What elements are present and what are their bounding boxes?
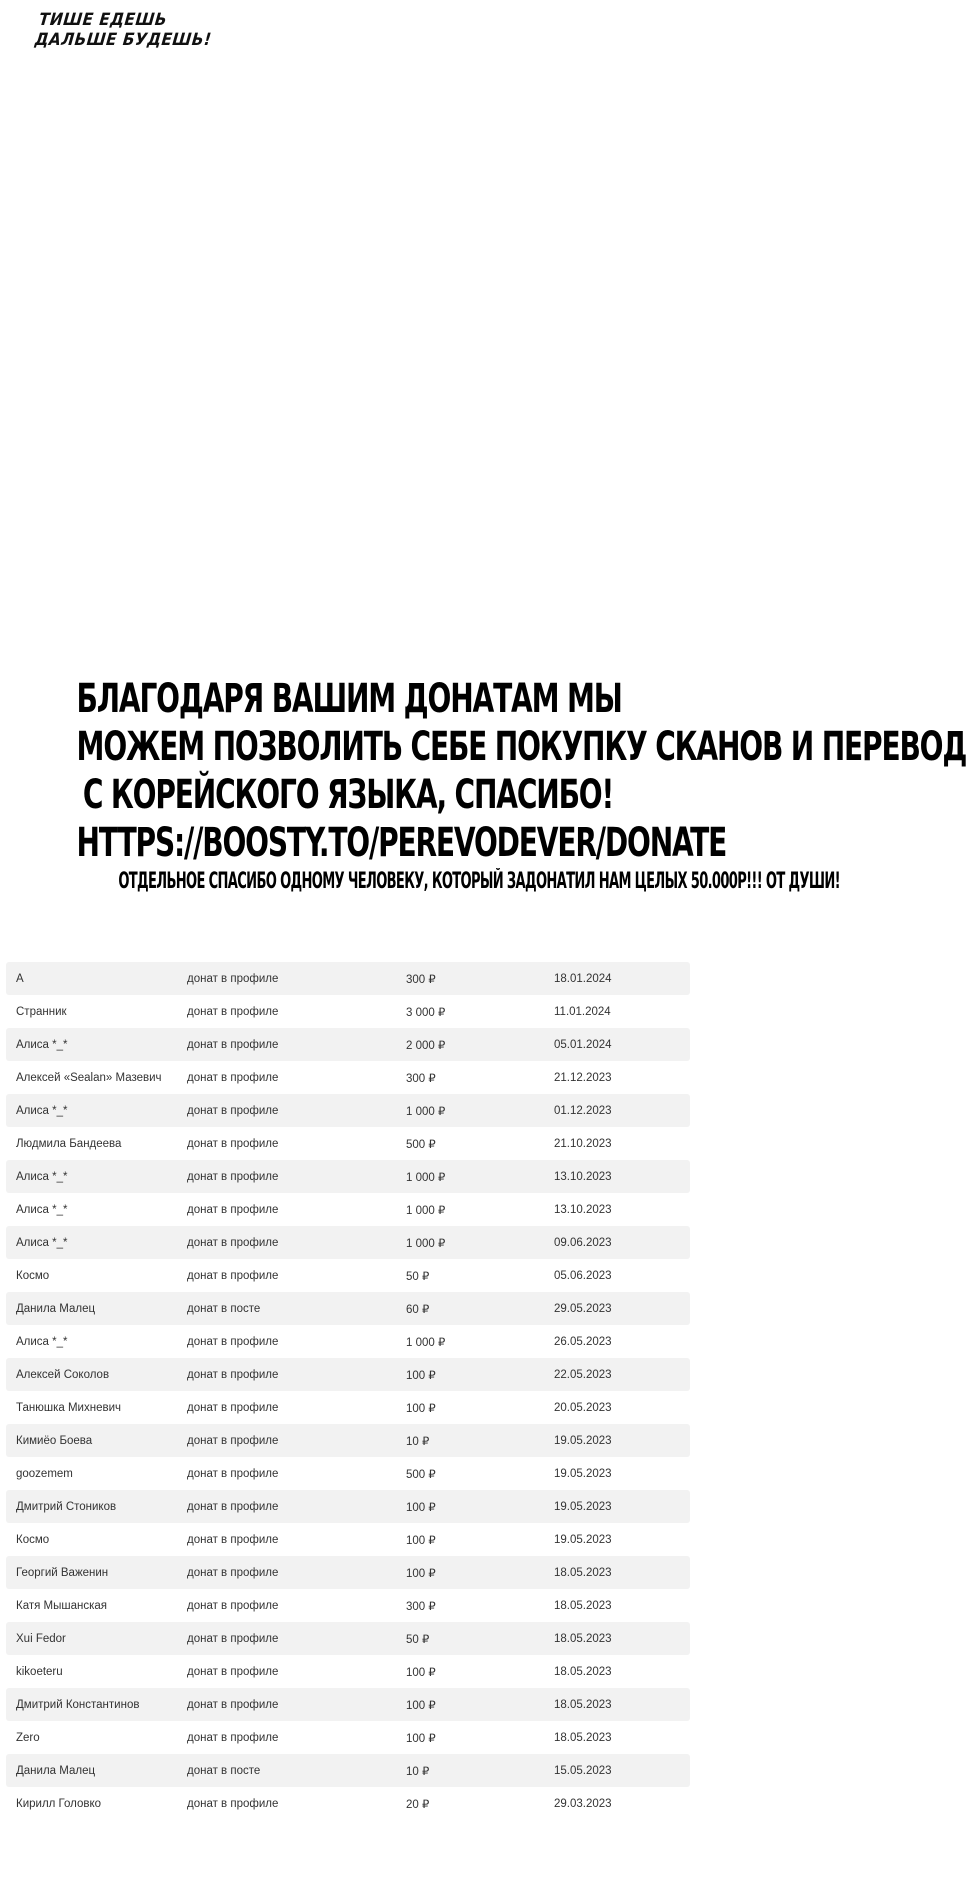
- donation-row: [6, 1292, 690, 1325]
- donation-row: [6, 1622, 690, 1655]
- donation-row: [6, 1094, 690, 1127]
- thanks-line-2: МОЖЕМ ПОЗВОЛИТЬ СЕБЕ ПОКУПКУ СКАНОВ И ПЕРЕВОД: [76, 724, 966, 770]
- donor-name: kikoeteru: [16, 1665, 63, 1678]
- donation-type: донат в профиле: [187, 1170, 279, 1183]
- donor-name: Xui Fedor: [16, 1632, 66, 1645]
- donation-row: [6, 1457, 690, 1490]
- donation-type: донат в профиле: [187, 1368, 279, 1381]
- donor-name: Алиса *_*: [16, 1335, 68, 1348]
- donation-date: 26.05.2023: [554, 1335, 612, 1348]
- donation-row: [6, 1325, 690, 1358]
- donation-type: донат в профиле: [187, 1632, 279, 1645]
- donation-row: [6, 1721, 690, 1754]
- donation-date: 18.05.2023: [554, 1632, 612, 1645]
- donation-amount: 100 ₽: [406, 1666, 436, 1679]
- donation-type: донат в профиле: [187, 1467, 279, 1480]
- donation-amount: 60 ₽: [406, 1303, 430, 1316]
- special-thanks-line: ОТДЕЛЬНОЕ СПАСИБО ОДНОМУ ЧЕЛОВЕКУ, КОТОРЫЙ ЗАДОНАТИЛ НАМ ЦЕЛЫХ 50.000Р!!! ОТ ДУШИ!: [118, 869, 840, 894]
- donor-name: Алексей «Sealan» Мазевич: [16, 1071, 162, 1084]
- donation-row: [6, 1688, 690, 1721]
- donation-row: [6, 1787, 690, 1820]
- donation-row: [6, 1259, 690, 1292]
- donation-amount: 100 ₽: [406, 1699, 436, 1712]
- donation-row: [6, 962, 690, 995]
- donor-name: Космо: [16, 1269, 50, 1282]
- donation-type: донат в посте: [187, 1764, 261, 1777]
- donation-amount: 3 000 ₽: [406, 1006, 446, 1019]
- donor-name: Кимиёо Боева: [16, 1434, 93, 1447]
- donor-name: Данила Малец: [16, 1764, 96, 1777]
- donor-name: Кирилл Головко: [16, 1797, 102, 1810]
- donor-name: Zero: [16, 1731, 40, 1744]
- donation-amount: 1 000 ₽: [406, 1204, 446, 1217]
- donation-amount: 100 ₽: [406, 1369, 436, 1382]
- donor-name: А: [16, 972, 24, 985]
- donation-amount: 10 ₽: [406, 1435, 430, 1448]
- donation-date: 22.05.2023: [554, 1368, 612, 1381]
- donation-date: 29.05.2023: [554, 1302, 612, 1315]
- donation-amount: 1 000 ₽: [406, 1237, 446, 1250]
- donation-type: донат в профиле: [187, 1335, 279, 1348]
- donor-name: Данила Малец: [16, 1302, 96, 1315]
- donation-row: [6, 1193, 690, 1226]
- donation-type: донат в профиле: [187, 1566, 279, 1579]
- donor-name: Георгий Важенин: [16, 1566, 109, 1579]
- donation-amount: 1 000 ₽: [406, 1105, 446, 1118]
- donation-date: 21.10.2023: [554, 1137, 612, 1150]
- donate-link: HTTPS://BOOSTY.TO/PEREVODEVER/DONATE: [76, 820, 727, 866]
- donor-name: Космо: [16, 1533, 50, 1546]
- donation-date: 29.03.2023: [554, 1797, 612, 1810]
- donation-row: [6, 1391, 690, 1424]
- donation-type: донат в профиле: [187, 1137, 279, 1150]
- caption-line-1: ТИШЕ ЕДЕШЬ: [38, 10, 169, 30]
- donation-amount: 50 ₽: [406, 1633, 430, 1646]
- donation-amount: 10 ₽: [406, 1765, 430, 1778]
- donation-type: донат в профиле: [187, 1236, 279, 1249]
- thanks-line-1: БЛАГОДАРЯ ВАШИМ ДОНАТАМ МЫ: [76, 676, 622, 722]
- donation-row: [6, 1556, 690, 1589]
- donation-date: 05.01.2024: [554, 1038, 612, 1051]
- donation-type: донат в профиле: [187, 1665, 279, 1678]
- donation-amount: 100 ₽: [406, 1501, 436, 1514]
- donation-type: донат в профиле: [187, 1533, 279, 1546]
- donor-name: Алексей Соколов: [16, 1368, 110, 1381]
- donation-date: 18.05.2023: [554, 1665, 612, 1678]
- donation-type: донат в профиле: [187, 1203, 279, 1216]
- thanks-line-3: С КОРЕЙСКОГО ЯЗЫКА, СПАСИБО!: [82, 772, 614, 818]
- donation-date: 20.05.2023: [554, 1401, 612, 1414]
- donation-type: донат в профиле: [187, 972, 279, 985]
- donation-type: донат в профиле: [187, 1434, 279, 1447]
- donation-row: [6, 1160, 690, 1193]
- donation-row: [6, 1589, 690, 1622]
- donation-date: 19.05.2023: [554, 1467, 612, 1480]
- donation-date: 05.06.2023: [554, 1269, 612, 1282]
- donation-date: 09.06.2023: [554, 1236, 612, 1249]
- donation-row: [6, 1754, 690, 1787]
- donation-date: 19.05.2023: [554, 1500, 612, 1513]
- donation-date: 11.01.2024: [554, 1005, 611, 1018]
- donor-name: Катя Мышанская: [16, 1599, 108, 1612]
- donation-type: донат в профиле: [187, 1731, 279, 1744]
- donation-amount: 300 ₽: [406, 1600, 436, 1613]
- donation-amount: 1 000 ₽: [406, 1336, 446, 1349]
- donor-name: goozemem: [16, 1467, 73, 1480]
- donation-type: донат в профиле: [187, 1104, 279, 1117]
- donation-amount: 100 ₽: [406, 1567, 436, 1580]
- donation-row: [6, 1061, 690, 1094]
- caption-line-2: ДАЛЬШЕ БУДЕШЬ!: [33, 30, 213, 50]
- donation-row: [6, 995, 690, 1028]
- donor-name: Алиса *_*: [16, 1170, 68, 1183]
- donation-type: донат в профиле: [187, 1698, 279, 1711]
- donation-row: [6, 1424, 690, 1457]
- donation-row: [6, 1655, 690, 1688]
- donation-type: донат в профиле: [187, 1038, 279, 1051]
- donation-row: [6, 1358, 690, 1391]
- donor-name: Танюшка Михневич: [16, 1401, 122, 1414]
- donation-type: донат в профиле: [187, 1500, 279, 1513]
- donation-date: 18.01.2024: [554, 972, 612, 985]
- donation-type: донат в профиле: [187, 1071, 279, 1084]
- donation-date: 01.12.2023: [554, 1104, 612, 1117]
- donation-date: 18.05.2023: [554, 1599, 612, 1612]
- donation-type: донат в профиле: [187, 1599, 279, 1612]
- donor-name: Людмила Бандеева: [16, 1137, 122, 1150]
- donation-amount: 100 ₽: [406, 1732, 436, 1745]
- donor-name: Алиса *_*: [16, 1038, 68, 1051]
- donor-name: Алиса *_*: [16, 1236, 68, 1249]
- donation-amount: 300 ₽: [406, 1072, 436, 1085]
- donation-amount: 20 ₽: [406, 1798, 430, 1811]
- donor-name: Дмитрий Стоников: [16, 1500, 117, 1513]
- donation-row: [6, 1490, 690, 1523]
- donor-name: Дмитрий Константинов: [16, 1698, 140, 1711]
- donation-row: [6, 1523, 690, 1556]
- donation-amount: 50 ₽: [406, 1270, 430, 1283]
- donation-row: [6, 1226, 690, 1259]
- thanks-message: [0, 675, 966, 895]
- donation-date: 19.05.2023: [554, 1533, 612, 1546]
- donation-date: 18.05.2023: [554, 1698, 612, 1711]
- donation-date: 18.05.2023: [554, 1566, 612, 1579]
- donor-name: Странник: [16, 1005, 67, 1018]
- donation-amount: 2 000 ₽: [406, 1039, 446, 1052]
- donation-date: 21.12.2023: [554, 1071, 612, 1084]
- donation-amount: 100 ₽: [406, 1534, 436, 1547]
- donation-amount: 100 ₽: [406, 1402, 436, 1415]
- donation-date: 19.05.2023: [554, 1434, 612, 1447]
- donation-type: донат в посте: [187, 1302, 261, 1315]
- donation-type: донат в профиле: [187, 1797, 279, 1810]
- donation-row: [6, 1127, 690, 1160]
- donation-type: донат в профиле: [187, 1269, 279, 1282]
- donor-name: Алиса *_*: [16, 1203, 68, 1216]
- comic-caption: [33, 10, 215, 50]
- donations-list: [6, 962, 690, 1820]
- donation-amount: 300 ₽: [406, 973, 436, 986]
- donation-amount: 500 ₽: [406, 1138, 436, 1151]
- donation-date: 18.05.2023: [554, 1731, 612, 1744]
- donation-row: [6, 1028, 690, 1061]
- donation-date: 13.10.2023: [554, 1170, 612, 1183]
- donation-date: 15.05.2023: [554, 1764, 612, 1777]
- donation-amount: 1 000 ₽: [406, 1171, 446, 1184]
- donation-date: 13.10.2023: [554, 1203, 612, 1216]
- donation-type: донат в профиле: [187, 1005, 279, 1018]
- donor-name: Алиса *_*: [16, 1104, 68, 1117]
- donation-amount: 500 ₽: [406, 1468, 436, 1481]
- donation-type: донат в профиле: [187, 1401, 279, 1414]
